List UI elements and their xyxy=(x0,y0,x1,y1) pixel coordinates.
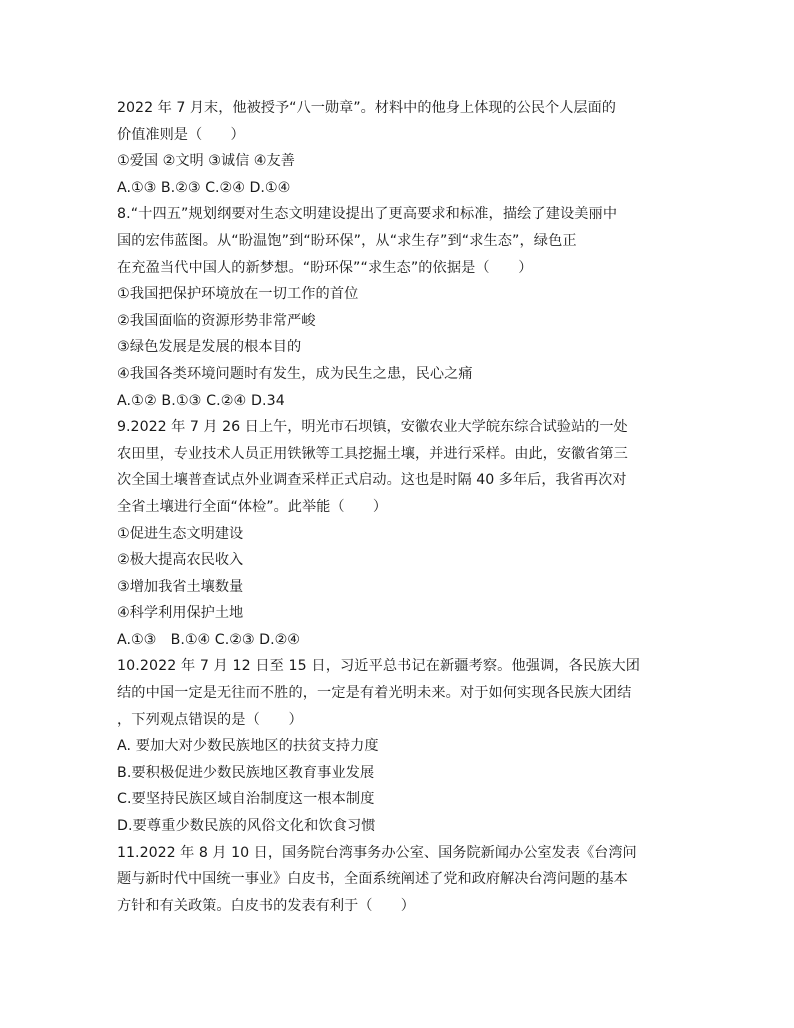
question-10-option-c: C.要坚持民族区域自治制度这一根本制度 xyxy=(117,791,375,808)
exam-content xyxy=(117,95,682,919)
question-8-stem-line-3: 在充盈当代中国人的新梦想。“盼环保”“求生态”的依据是（ ） xyxy=(117,259,533,276)
question-8 xyxy=(117,201,682,414)
question-8-statement-2: ②我国面临的资源形势非常严峻 xyxy=(117,312,316,329)
question-9 xyxy=(117,414,682,653)
question-8-statement-4: ④我国各类环境问题时有发生，成为民生之患，民心之痛 xyxy=(117,365,473,382)
question-9-statement-4: ④科学利用保护土地 xyxy=(117,605,244,622)
question-11-stem-line-3: 方针和有关政策。白皮书的发表有利于（ ） xyxy=(117,897,415,914)
question-9-stem-line-1: 9.2022 年 7 月 26 日上午，明光市石坝镇，安徽农业大学皖东综合试验站的一处 xyxy=(117,419,628,436)
question-7 xyxy=(117,95,682,201)
question-10-stem-line-3: ，下列观点错误的是（ ） xyxy=(117,711,303,728)
question-8-statement-3: ③绿色发展是发展的根本目的 xyxy=(117,339,302,356)
question-7-stem-line-1: 2022 年 7 月末，他被授予“八一勋章”。材料中的他身上体现的公民个人层面的 xyxy=(117,100,616,116)
question-10-option-b: B.要积极促进少数民族地区教育事业发展 xyxy=(117,764,375,781)
question-8-statement-1: ①我国把保护环境放在一切工作的首位 xyxy=(117,286,359,303)
question-9-stem-line-2: 农田里，专业技术人员正用铁锹等工具挖掘土壤，并进行采样。由此，安徽省第三 xyxy=(117,445,628,462)
question-7-choices: A.①③ B.②③ C.②④ D.①④ xyxy=(117,179,291,196)
question-9-stem-line-3: 次全国土壤普查试点外业调查采样正式启动。这也是时隔 40 多年后，我省再次对 xyxy=(117,472,627,489)
question-7-statements: ①爱国 ②文明 ③诚信 ④友善 xyxy=(117,153,295,170)
question-9-statement-3: ③增加我省土壤数量 xyxy=(117,578,244,595)
question-8-stem-line-2: 国的宏伟蓝图。从“盼温饱”到“盼环保”，从“求生存”到“求生态”，绿色正 xyxy=(117,232,577,249)
question-10-option-d: D.要尊重少数民族的风俗文化和饮食习惯 xyxy=(117,818,376,835)
question-11 xyxy=(117,840,682,920)
question-10 xyxy=(117,653,682,839)
question-10-stem-line-1: 10.2022 年 7 月 12 日至 15 日，习近平总书记在新疆考察。他强调，各民族大团 xyxy=(117,658,641,675)
question-11-stem-line-2: 题与新时代中国统一事业》白皮书，全面系统阐述了党和政府解决台湾问题的基本 xyxy=(117,871,628,888)
question-10-stem-line-2: 结的中国一定是无往而不胜的，一定是有着光明未来。对于如何实现各民族大团结 xyxy=(117,685,632,702)
question-10-option-a: A. 要加大对少数民族地区的扶贫支持力度 xyxy=(117,738,379,755)
question-9-stem-line-4: 全省土壤进行全面“体检”。此举能（ ） xyxy=(117,498,388,515)
question-7-stem-line-2: 价值准则是（ ） xyxy=(117,126,245,143)
question-11-stem-line-1: 11.2022 年 8 月 10 日，国务院台湾事务办公室、国务院新闻办公室发表《台湾问 xyxy=(117,844,637,861)
question-8-choices: A.①② B.①③ C.②④ D.34 xyxy=(117,392,285,409)
question-9-statement-1: ①促进生态文明建设 xyxy=(117,525,244,542)
question-8-stem-line-1: 8.“十四五”规划纲要对生态文明建设提出了更高要求和标准，描绘了建设美丽中 xyxy=(117,206,618,223)
question-9-choices: A.①③ B.①④ C.②③ D.②④ xyxy=(117,631,301,648)
question-9-statement-2: ②极大提高农民收入 xyxy=(117,552,244,569)
